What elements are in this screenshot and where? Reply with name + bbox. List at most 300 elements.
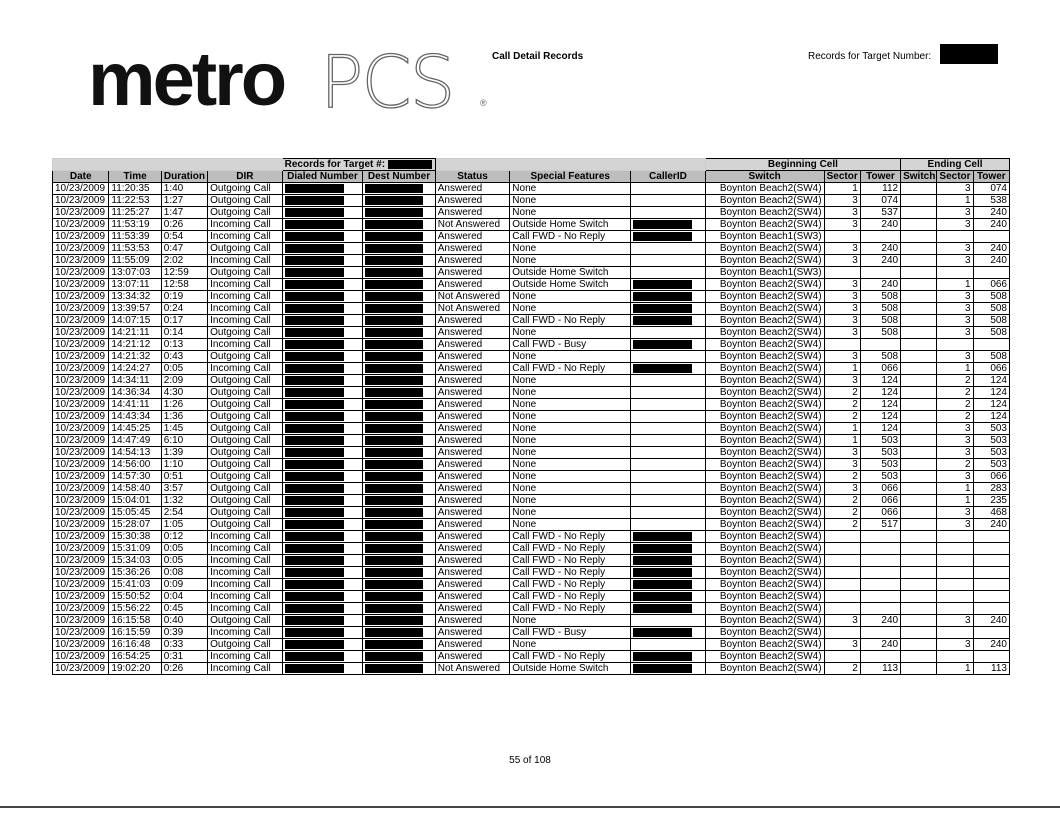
cell-dialed-number <box>282 651 363 663</box>
cell-dest-number <box>363 567 436 579</box>
cell-time: 14:21:12 <box>109 339 161 351</box>
cell-begin-switch: Boynton Beach2(SW4) <box>705 543 824 555</box>
cell-special-features: Call FWD - No Reply <box>510 363 631 375</box>
cell-caller-id <box>631 543 706 555</box>
cell-end-switch <box>901 255 937 267</box>
cell-begin-tower: 124 <box>860 423 900 435</box>
cell-dest-number <box>363 615 436 627</box>
redaction-bar <box>285 484 344 493</box>
cell-direction: Incoming Call <box>208 591 283 603</box>
cell-end-tower: 508 <box>973 303 1009 315</box>
cell-begin-tower: 240 <box>860 279 900 291</box>
table-row <box>53 195 1010 207</box>
cell-dialed-number <box>282 303 363 315</box>
redaction-bar <box>365 532 423 541</box>
cell-begin-switch: Boynton Beach2(SW4) <box>705 579 824 591</box>
cell-direction: Incoming Call <box>208 531 283 543</box>
table-row <box>53 255 1010 267</box>
redaction-bar <box>285 196 344 205</box>
column-header-begin-sector: Sector <box>824 171 860 183</box>
table-row <box>53 207 1010 219</box>
cell-duration: 0:05 <box>161 363 207 375</box>
redaction-bar <box>285 616 344 625</box>
cell-begin-tower: 240 <box>860 255 900 267</box>
redaction-bar <box>365 388 423 397</box>
cell-caller-id <box>631 507 706 519</box>
cell-end-switch <box>901 315 937 327</box>
cell-duration: 0:05 <box>161 555 207 567</box>
cell-status: Answered <box>435 327 510 339</box>
cell-dialed-number <box>282 567 363 579</box>
cell-time: 13:34:32 <box>109 291 161 303</box>
cell-begin-switch: Boynton Beach2(SW4) <box>705 423 824 435</box>
cell-special-features: Call FWD - No Reply <box>510 315 631 327</box>
cell-time: 14:54:13 <box>109 447 161 459</box>
cell-begin-switch: Boynton Beach2(SW4) <box>705 435 824 447</box>
redaction-bar <box>365 304 423 313</box>
cell-special-features: None <box>510 291 631 303</box>
cell-direction: Outgoing Call <box>208 411 283 423</box>
cell-time: 14:07:15 <box>109 315 161 327</box>
cell-end-switch <box>901 579 937 591</box>
cell-dest-number <box>363 195 436 207</box>
cell-time: 11:53:39 <box>109 231 161 243</box>
cell-status: Answered <box>435 447 510 459</box>
cell-time: 11:22:53 <box>109 195 161 207</box>
cell-begin-sector: 1 <box>824 363 860 375</box>
cell-begin-tower <box>860 543 900 555</box>
cell-begin-sector: 3 <box>824 639 860 651</box>
redaction-bar <box>285 280 344 289</box>
cell-end-tower: 508 <box>973 327 1009 339</box>
redaction-bar <box>285 592 344 601</box>
cell-date: 10/23/2009 <box>53 363 109 375</box>
cell-dialed-number <box>282 627 363 639</box>
cell-date: 10/23/2009 <box>53 471 109 483</box>
cell-duration: 2:02 <box>161 255 207 267</box>
redaction-bar <box>633 292 691 301</box>
redaction-bar <box>633 544 691 553</box>
table-row <box>53 339 1010 351</box>
cell-date: 10/23/2009 <box>53 423 109 435</box>
cell-time: 11:55:09 <box>109 255 161 267</box>
cell-time: 15:31:09 <box>109 543 161 555</box>
cell-caller-id <box>631 519 706 531</box>
redaction-bar <box>285 640 344 649</box>
cell-end-tower <box>973 567 1009 579</box>
cell-date: 10/23/2009 <box>53 387 109 399</box>
cell-end-tower: 240 <box>973 615 1009 627</box>
cell-duration: 1:27 <box>161 195 207 207</box>
cell-dest-number <box>363 351 436 363</box>
redaction-bar <box>365 292 423 301</box>
cell-dest-number <box>363 303 436 315</box>
cell-special-features: None <box>510 447 631 459</box>
cell-end-switch <box>901 471 937 483</box>
cell-end-switch <box>901 243 937 255</box>
cell-begin-sector <box>824 231 860 243</box>
cell-duration: 0:33 <box>161 639 207 651</box>
cell-end-sector <box>937 339 973 351</box>
cell-status: Not Answered <box>435 663 510 675</box>
cell-status: Answered <box>435 387 510 399</box>
redaction-bar <box>633 652 691 661</box>
cell-begin-switch: Boynton Beach2(SW4) <box>705 519 824 531</box>
cell-dialed-number <box>282 471 363 483</box>
cell-special-features: Call FWD - No Reply <box>510 579 631 591</box>
cell-direction: Incoming Call <box>208 627 283 639</box>
cell-end-switch <box>901 303 937 315</box>
cell-end-switch <box>901 483 937 495</box>
cell-time: 11:25:27 <box>109 207 161 219</box>
cell-end-tower <box>973 543 1009 555</box>
cell-dialed-number <box>282 231 363 243</box>
cell-status: Answered <box>435 351 510 363</box>
redaction-bar <box>365 508 423 517</box>
table-row <box>53 303 1010 315</box>
redaction-bar <box>365 616 423 625</box>
cell-status: Answered <box>435 603 510 615</box>
cell-begin-tower <box>860 579 900 591</box>
cell-time: 14:58:40 <box>109 483 161 495</box>
cell-begin-sector: 3 <box>824 327 860 339</box>
table-row <box>53 459 1010 471</box>
cell-begin-tower: 124 <box>860 399 900 411</box>
cell-duration: 0:51 <box>161 471 207 483</box>
cell-date: 10/23/2009 <box>53 495 109 507</box>
cell-caller-id <box>631 579 706 591</box>
cell-end-switch <box>901 387 937 399</box>
cell-caller-id <box>631 327 706 339</box>
cell-end-sector <box>937 555 973 567</box>
cell-direction: Outgoing Call <box>208 615 283 627</box>
cell-dest-number <box>363 231 436 243</box>
cell-begin-sector <box>824 627 860 639</box>
cell-dest-number <box>363 639 436 651</box>
cell-direction: Outgoing Call <box>208 267 283 279</box>
cell-direction: Outgoing Call <box>208 351 283 363</box>
cell-begin-switch: Boynton Beach2(SW4) <box>705 279 824 291</box>
logo-pcs-text: PCS <box>320 40 454 124</box>
cell-end-tower: 240 <box>973 255 1009 267</box>
cell-end-sector: 3 <box>937 519 973 531</box>
cell-begin-tower: 124 <box>860 387 900 399</box>
cell-end-sector <box>937 567 973 579</box>
cell-end-switch <box>901 507 937 519</box>
cell-date: 10/23/2009 <box>53 315 109 327</box>
cell-time: 15:34:03 <box>109 555 161 567</box>
footer-rule <box>0 806 1060 808</box>
cell-begin-switch: Boynton Beach2(SW4) <box>705 339 824 351</box>
cell-time: 15:28:07 <box>109 519 161 531</box>
redaction-bar <box>633 316 691 325</box>
cell-date: 10/23/2009 <box>53 567 109 579</box>
cell-begin-sector: 3 <box>824 207 860 219</box>
table-row <box>53 387 1010 399</box>
cell-date: 10/23/2009 <box>53 459 109 471</box>
cell-dest-number <box>363 531 436 543</box>
cell-dialed-number <box>282 399 363 411</box>
table-group-header-row <box>53 159 1010 171</box>
cell-begin-tower: 240 <box>860 615 900 627</box>
cell-duration: 0:12 <box>161 531 207 543</box>
cell-end-sector: 1 <box>937 495 973 507</box>
cell-special-features: None <box>510 435 631 447</box>
redaction-bar <box>365 340 423 349</box>
cell-dialed-number <box>282 435 363 447</box>
table-row <box>53 267 1010 279</box>
table-row <box>53 627 1010 639</box>
cell-dest-number <box>363 183 436 195</box>
cell-direction: Incoming Call <box>208 579 283 591</box>
cell-end-sector: 3 <box>937 315 973 327</box>
cell-time: 14:45:25 <box>109 423 161 435</box>
cell-caller-id <box>631 615 706 627</box>
table-row <box>53 531 1010 543</box>
cell-date: 10/23/2009 <box>53 435 109 447</box>
redaction-bar <box>285 292 344 301</box>
redaction-bar <box>365 400 423 409</box>
cell-direction: Outgoing Call <box>208 387 283 399</box>
cell-begin-switch: Boynton Beach2(SW4) <box>705 291 824 303</box>
redaction-bar <box>365 448 423 457</box>
table-row <box>53 555 1010 567</box>
table-row <box>53 519 1010 531</box>
redaction-bar <box>633 532 691 541</box>
cell-caller-id <box>631 591 706 603</box>
redaction-bar <box>365 220 423 229</box>
cell-end-sector: 3 <box>937 183 973 195</box>
column-header-end-tower: Tower <box>973 171 1009 183</box>
cell-begin-tower: 240 <box>860 243 900 255</box>
cell-end-tower: 074 <box>973 183 1009 195</box>
redaction-bar <box>285 328 344 337</box>
target-number-label: Records for Target Number: <box>808 51 932 62</box>
cell-dialed-number <box>282 411 363 423</box>
cell-dialed-number <box>282 219 363 231</box>
cell-dest-number <box>363 543 436 555</box>
column-header-special-features: Special Features <box>510 171 631 183</box>
cell-begin-tower: 066 <box>860 483 900 495</box>
cell-dialed-number <box>282 663 363 675</box>
cell-end-switch <box>901 543 937 555</box>
cell-dest-number <box>363 315 436 327</box>
ending-cell-header: Ending Cell <box>901 159 1010 171</box>
cell-end-sector: 3 <box>937 219 973 231</box>
cell-dest-number <box>363 555 436 567</box>
column-header-end-switch: Switch <box>901 171 937 183</box>
table-row <box>53 219 1010 231</box>
cell-begin-tower <box>860 231 900 243</box>
cell-begin-sector <box>824 579 860 591</box>
cell-end-tower: 503 <box>973 447 1009 459</box>
call-detail-table <box>52 158 1010 675</box>
cell-date: 10/23/2009 <box>53 279 109 291</box>
cell-begin-sector: 2 <box>824 411 860 423</box>
cell-status: Answered <box>435 591 510 603</box>
cell-status: Not Answered <box>435 291 510 303</box>
cell-dialed-number <box>282 279 363 291</box>
cell-caller-id <box>631 387 706 399</box>
cell-begin-sector: 2 <box>824 519 860 531</box>
table-column-header-row <box>53 171 1010 183</box>
cell-dialed-number <box>282 531 363 543</box>
cell-end-sector <box>937 579 973 591</box>
cell-date: 10/23/2009 <box>53 339 109 351</box>
cell-caller-id <box>631 243 706 255</box>
cell-end-sector: 1 <box>937 279 973 291</box>
cell-duration: 0:45 <box>161 603 207 615</box>
cell-dest-number <box>363 339 436 351</box>
cell-duration: 0:09 <box>161 579 207 591</box>
table-row <box>53 615 1010 627</box>
cell-date: 10/23/2009 <box>53 543 109 555</box>
cell-dialed-number <box>282 603 363 615</box>
cell-direction: Incoming Call <box>208 651 283 663</box>
cell-caller-id <box>631 483 706 495</box>
redaction-bar <box>285 424 344 433</box>
cell-dialed-number <box>282 483 363 495</box>
cell-duration: 3:57 <box>161 483 207 495</box>
cell-date: 10/23/2009 <box>53 447 109 459</box>
cell-begin-tower: 240 <box>860 639 900 651</box>
cell-begin-tower <box>860 267 900 279</box>
cell-caller-id <box>631 303 706 315</box>
cell-time: 16:15:59 <box>109 627 161 639</box>
cell-end-tower <box>973 579 1009 591</box>
cell-date: 10/23/2009 <box>53 411 109 423</box>
cell-end-sector: 3 <box>937 423 973 435</box>
cell-begin-tower <box>860 531 900 543</box>
redaction-bar <box>633 232 691 241</box>
redaction-bar <box>285 436 344 445</box>
cell-status: Answered <box>435 543 510 555</box>
redaction-bar <box>285 460 344 469</box>
column-header-dir: DIR <box>208 171 283 183</box>
redaction-bar <box>633 568 691 577</box>
cell-end-switch <box>901 531 937 543</box>
cell-end-switch <box>901 339 937 351</box>
redaction-bar <box>633 664 691 673</box>
cell-begin-sector: 3 <box>824 291 860 303</box>
cell-begin-switch: Boynton Beach2(SW4) <box>705 663 824 675</box>
cell-direction: Outgoing Call <box>208 471 283 483</box>
cell-status: Not Answered <box>435 303 510 315</box>
cell-direction: Outgoing Call <box>208 195 283 207</box>
cell-date: 10/23/2009 <box>53 195 109 207</box>
cell-caller-id <box>631 447 706 459</box>
cell-caller-id <box>631 639 706 651</box>
redaction-bar <box>633 556 691 565</box>
cell-begin-tower: 508 <box>860 315 900 327</box>
cell-caller-id <box>631 411 706 423</box>
redaction-bar <box>285 184 344 193</box>
cell-dialed-number <box>282 183 363 195</box>
redaction-bar <box>285 568 344 577</box>
cell-caller-id <box>631 231 706 243</box>
beginning-cell-header: Beginning Cell <box>705 159 900 171</box>
redaction-bar <box>633 604 691 613</box>
cell-caller-id <box>631 423 706 435</box>
redaction-bar <box>285 364 344 373</box>
cell-direction: Incoming Call <box>208 303 283 315</box>
cell-end-tower: 503 <box>973 423 1009 435</box>
cell-dest-number <box>363 363 436 375</box>
cell-direction: Outgoing Call <box>208 399 283 411</box>
cell-time: 14:57:30 <box>109 471 161 483</box>
cell-duration: 1:26 <box>161 399 207 411</box>
redaction-bar <box>365 244 423 253</box>
cell-date: 10/23/2009 <box>53 219 109 231</box>
redaction-bar <box>285 544 344 553</box>
cell-begin-switch: Boynton Beach2(SW4) <box>705 363 824 375</box>
cell-end-switch <box>901 555 937 567</box>
cell-duration: 1:40 <box>161 183 207 195</box>
cell-end-tower: 124 <box>973 387 1009 399</box>
cell-end-switch <box>901 615 937 627</box>
redaction-bar <box>285 268 344 277</box>
cell-time: 15:41:03 <box>109 579 161 591</box>
cell-end-sector: 3 <box>937 435 973 447</box>
cell-special-features: Call FWD - No Reply <box>510 651 631 663</box>
table-row <box>53 231 1010 243</box>
cell-caller-id <box>631 435 706 447</box>
cell-dialed-number <box>282 519 363 531</box>
cell-duration: 0:24 <box>161 303 207 315</box>
cell-end-switch <box>901 207 937 219</box>
cell-begin-switch: Boynton Beach2(SW4) <box>705 459 824 471</box>
cell-end-switch <box>901 291 937 303</box>
cell-duration: 0:08 <box>161 567 207 579</box>
cell-direction: Incoming Call <box>208 255 283 267</box>
cell-end-sector: 1 <box>937 363 973 375</box>
cell-special-features: Call FWD - No Reply <box>510 591 631 603</box>
cell-dest-number <box>363 219 436 231</box>
cell-time: 14:56:00 <box>109 459 161 471</box>
cell-begin-switch: Boynton Beach2(SW4) <box>705 315 824 327</box>
cell-date: 10/23/2009 <box>53 615 109 627</box>
redaction-bar <box>285 580 344 589</box>
cell-direction: Incoming Call <box>208 219 283 231</box>
cell-dialed-number <box>282 459 363 471</box>
cell-status: Answered <box>435 459 510 471</box>
column-header-dialed-number: Dialed Number <box>282 171 363 183</box>
table-row <box>53 363 1010 375</box>
cell-status: Answered <box>435 555 510 567</box>
cell-end-switch <box>901 279 937 291</box>
cell-duration: 4:30 <box>161 387 207 399</box>
cell-caller-id <box>631 399 706 411</box>
redaction-bar <box>285 652 344 661</box>
cell-end-sector: 1 <box>937 663 973 675</box>
cell-end-sector <box>937 603 973 615</box>
cell-time: 11:53:53 <box>109 243 161 255</box>
cell-time: 15:04:01 <box>109 495 161 507</box>
redaction-bar <box>365 412 423 421</box>
cell-date: 10/23/2009 <box>53 579 109 591</box>
table-row <box>53 183 1010 195</box>
cell-begin-switch: Boynton Beach2(SW4) <box>705 639 824 651</box>
redaction-bar <box>285 232 344 241</box>
cell-duration: 0:40 <box>161 615 207 627</box>
cell-status: Answered <box>435 399 510 411</box>
cell-status: Answered <box>435 579 510 591</box>
cell-direction: Incoming Call <box>208 663 283 675</box>
cell-duration: 0:17 <box>161 315 207 327</box>
records-for-target-header <box>282 159 435 171</box>
cell-end-tower: 124 <box>973 399 1009 411</box>
redaction-bar <box>285 400 344 409</box>
